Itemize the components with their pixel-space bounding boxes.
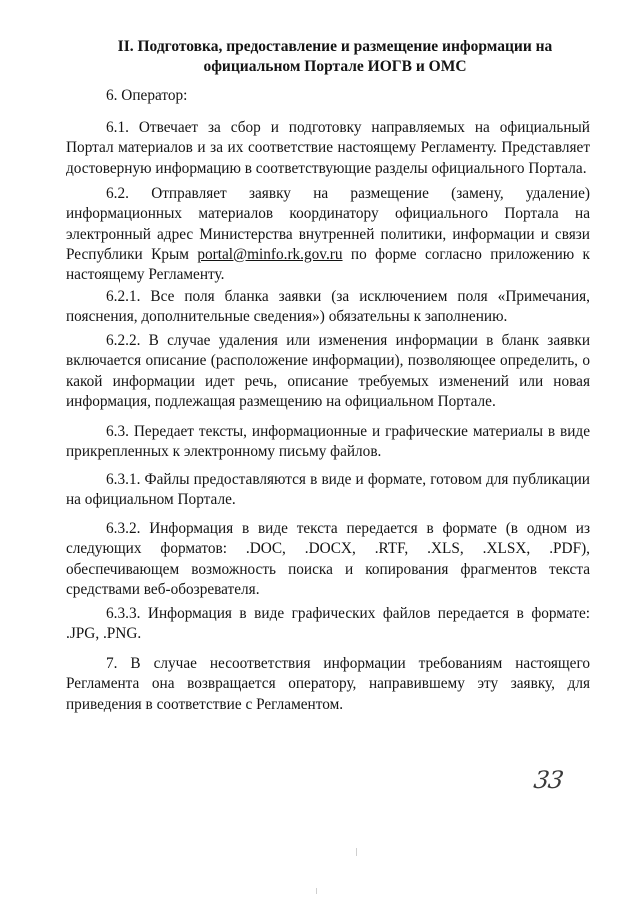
handwritten-page-number: 33: [532, 766, 565, 794]
paragraph-6-2-text-start: 6.2. Отправляет заявку на размещение (замену, удаление) информационных материалов координатору официального Портала на электронный адрес Министерства внутренней политики, информации и связи Республики Крым: [66, 185, 590, 263]
portal-email-link[interactable]: portal@minfo.rk.gov.ru: [197, 245, 343, 263]
paragraph-6-2: [66, 184, 590, 285]
paragraph-6-2-2: 6.2.2. В случае удаления или изменения информации в бланк заявки включается описание (расположение информации), позволяющее определить, о какой информации идет речь, описание требуемых изменений или новая информация, подлежащая размещению на официальном Портале.: [66, 332, 590, 410]
paragraph-6-3: 6.3. Передает тексты, информационные и графические материалы в виде прикрепленных к электронному письму файлов.: [66, 423, 590, 461]
scan-artifact: [356, 848, 357, 856]
paragraph-6-3-3: 6.3.3. Информация в виде графических файлов передается в формате: .JPG, .PNG.: [66, 605, 590, 643]
paragraph-6-3-2: 6.3.2. Информация в виде текста передается в формате (в одном из следующих форматов: .DOC, .DOCX, .RTF, .XLS, .XLSX, .PDF), обеспечивающем возможность поиска и копирования фрагментов текста средствами веб-обозревателя.: [66, 520, 590, 598]
paragraph-6-3-1: 6.3.1. Файлы предоставляются в виде и формате, готовом для публикации на официальном Портале.: [66, 471, 590, 509]
paragraph-7: 7. В случае несоответствия информации требованиям настоящего Регламента она возвращается оператору, направившему эту заявку, для приведения в соответствие с Регламентом.: [66, 655, 590, 713]
paragraph-6-2-1: 6.2.1. Все поля бланка заявки (за исключением поля «Примечания, пояснения, дополнительные сведения») обязательны к заполнению.: [66, 288, 590, 326]
paragraph-6-2-text-end: по форме согласно приложению к настоящему Регламенту.: [66, 245, 590, 284]
section-title-line-1: II. Подготовка, предоставление и размещение информации на: [117, 38, 553, 55]
section-title-line-2: официальном Портале ИОГВ и ОМС: [203, 58, 467, 75]
paragraph-6: 6. Оператор:: [106, 87, 188, 104]
scan-artifact: [316, 888, 317, 894]
section-title: [80, 37, 590, 77]
paragraph-6-1: 6.1. Отвечает за сбор и подготовку направляемых на официальный Портал материалов и за их соответствие настоящему Регламенту. Представляет достоверную информацию в соответствующие разделы официального Портала.: [66, 119, 590, 177]
